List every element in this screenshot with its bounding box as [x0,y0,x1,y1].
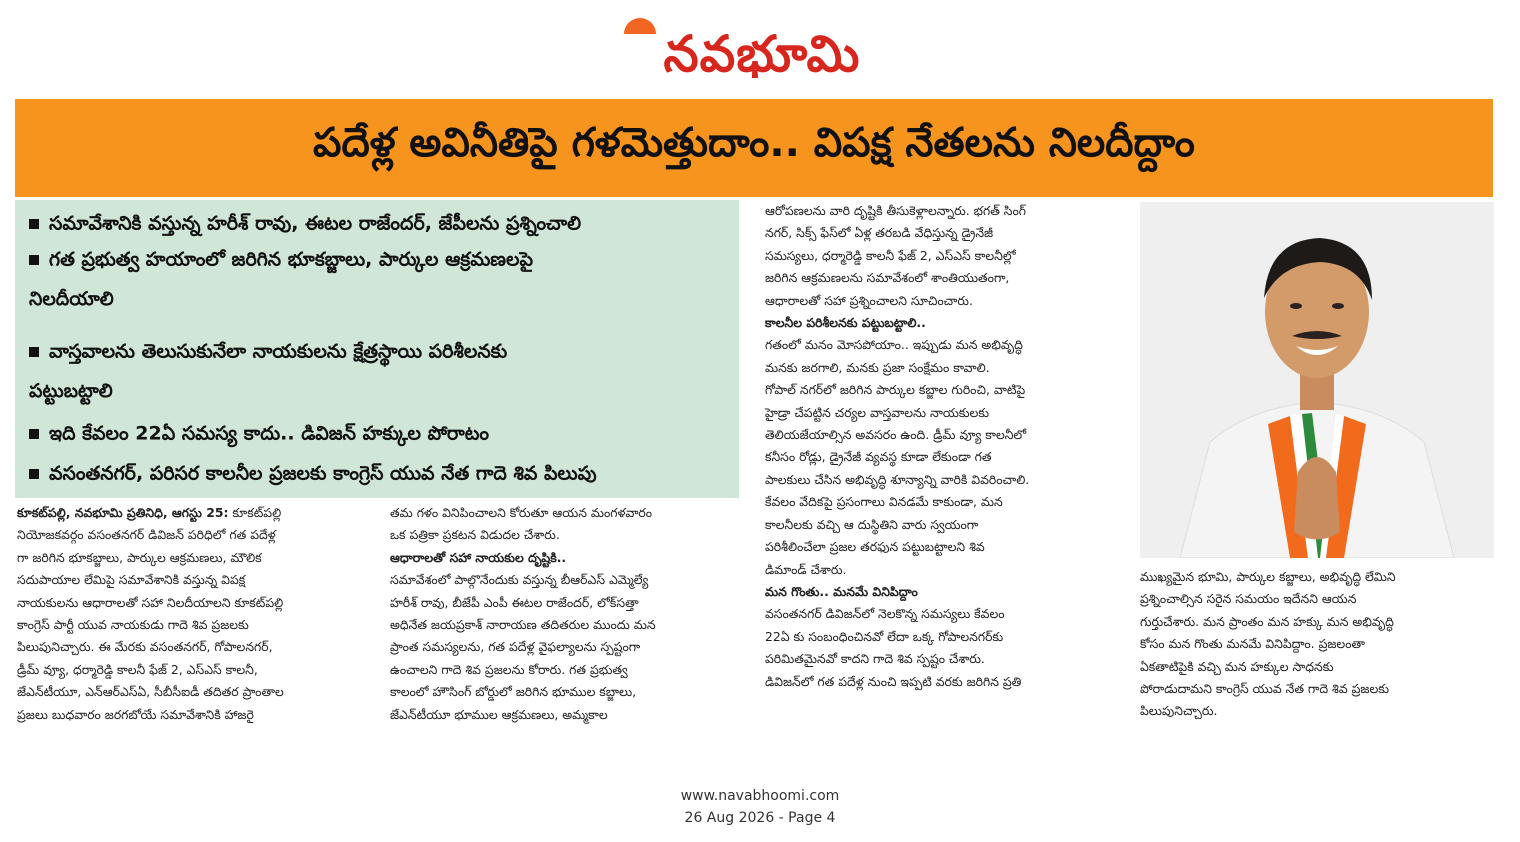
bullet-square-icon [29,469,39,479]
highlight-line: వాస్తవాలను తెలుసుకునేలా నాయకులను క్షేత్రస్థాయి పరిశీలనకు [49,340,508,363]
article-line: డివిజన్‌లో గత పదేళ్ల నుంచి ఇప్పటి వరకు జరిగిన ప్రతి [765,673,1022,689]
article-column-2 [390,502,740,726]
article-line: జేఎన్‌టీయూ, ఎన్ఆర్ఎస్ఏ, సీబీసీఐడీ తదితర ప్రాంతాల [17,684,284,700]
article-line: డ్రీమ్ వ్యూ, ధర్మారెడ్డి కాలనీ ఫేజ్ 2, ఎస్ఎస్ కాలనీ, [17,661,258,677]
article-line: పాలకులు చేసిన అభివృద్ధి శూన్యాన్ని వారికి వివరించాలి. [765,471,1030,487]
article-line: సదుపాయాల లేమిపై సమావేశానికి వస్తున్న విపక్ష [17,572,246,588]
article-line: జరిగిన ఆక్రమణలను సమావేశంలో శాంతియుతంగా, [765,270,1010,286]
article-line: ప్రజలు బుధవారం జరగబోయే సమావేశానికి హాజరై [17,706,254,722]
highlight-line: ఇది కేవలం 22ఏ సమస్య కాదు.. డివిజన్ హక్కుల పోరాటం [49,422,490,445]
article-line: తెలియజేయాల్సిన అవసరం ఉంది. డ్రీమ్ వ్యూ కాలనీలో [765,427,1027,443]
subheading: మన గొంతు.. మనమే వినిపిద్దాం [765,583,918,599]
article-line: గోపాల్ నగర్‌లో జరిగిన పార్కుల కబ్జాల గురించి, వాటిపై [765,382,1026,398]
highlight-item [29,416,739,451]
caption-line: ముఖ్యమైన భూమి, పార్కుల కబ్జాలు, అభివృద్ధి లేమిని [1140,569,1396,584]
article-line: పరిశీలించేలా ప్రజల తరఫున పట్టుబట్టాలని శివ [765,539,985,555]
article-column-3 [765,200,1120,693]
article-line: పిలుపునిచ్చారు. ఈ మేరకు వసంతనగర్, గోపాలనగర్, [17,639,273,655]
masthead-logo [612,18,912,83]
highlight-item [29,334,739,369]
article-line: గతంలో మనం మోసపోయాం.. ఇప్పుడు మన అభివృద్ధి [765,337,1023,353]
page-footer [560,785,960,829]
article-line: కాంగ్రెస్ పార్టీ యువ నాయకుడు గాదె శివ ప్రజలకు [17,617,249,633]
article-line: సమస్యలు, ధర్మారెడ్డి కాలనీ ఫేజ్ 2, ఎస్ఎస్ కాలనీల్లో [765,247,1016,263]
article-line: ప్రాంత సమస్యలను, గత పదేళ్ల వైఫల్యాలను స్పష్టంగా [390,639,641,655]
website-link[interactable]: www.navabhoomi.com [680,788,840,804]
highlights-box [15,200,739,498]
article-line: హరీశ్ రావు, బీజేపీ ఎంపీ ఈటల రాజేందర్, లోక్‌సత్తా [390,594,639,610]
article-line: వసంతనగర్ డివిజన్‌లో నెలకొన్న సమస్యలు కేవలం [765,606,1005,622]
caption-line: పిలుపునిచ్చారు. [1140,703,1218,719]
caption-line: ఏకతాటిపైకి వచ్చి మన హక్కుల సాధనకు [1140,658,1334,674]
article-line: తమ గళం వినిపించాలని కోరుతూ ఆయన మంగళవారం [390,505,653,520]
article-line: ఒక పత్రికా ప్రకటన విడుదల చేశారు. [390,527,560,543]
person-portrait-icon [1140,202,1494,558]
highlight-line: సమావేశానికి వస్తున్న హరీశ్ రావు, ఈటల రాజేందర్, జేపీలను ప్రశ్నించాలి [49,212,581,235]
article-line: నాయకులను ఆధారాలతో సహా నిలదీయాలని కూకట్‌పల్లి [17,594,284,610]
caption-line: కోసం మన గొంతు మనమే వినిపిద్దాం. ప్రజలంతా [1140,636,1366,652]
subheading: కాలనీల పరిశీలనకు పట్టుబట్టాలి.. [765,315,926,331]
article-column-1 [17,502,367,726]
article-line: ఆరోపణలను వారి దృష్టికి తీసుకెళ్లాలన్నారు. భగత్ సింగ్ [765,203,1026,218]
article-line: ఆధారాలతో సహా ప్రశ్నించాలని సూచించారు. [765,292,973,308]
article-line [17,502,367,524]
article-line: మనకు జరగాలి, మనకు ప్రజా సంక్షేమం కావాలి. [765,359,990,375]
highlight-item [29,206,739,241]
article-line: పరిమితమైనవో కాదని గాదె శివ స్పష్టం చేశారు. [765,651,985,667]
article-line: కనీసం రోడ్లు, డ్రైనేజీ వ్యవస్థ కూడా లేకుండా గత [765,449,992,465]
highlight-line-continued: పట్టుబట్టాలి [29,380,113,402]
article-line: అధినేత జయప్రకాశ్ నారాయణ తదితరుల ముందు మన [390,617,656,633]
article-line: కాలనీలకు వచ్చి ఆ దుస్థితిని వారు స్వయంగా [765,516,979,532]
highlight-item [29,242,739,277]
article-line: సమావేశంలో పాల్గొనేందుకు వస్తున్న బీఆర్ఎస్ ఎమ్మెల్యే [390,572,649,588]
highlight-item [29,456,739,491]
article-line: జేఎన్‌టీయూ భూముల ఆక్రమణలు, అమ్మకాల [390,706,608,722]
newspaper-name: నవభూమి [663,24,861,83]
article-line: ఉంచాలని గాదె శివ ప్రజలను కోరారు. గత ప్రభుత్వ [390,661,628,677]
headline-banner [15,99,1493,197]
bullet-square-icon [29,429,39,439]
article-line: నగర్, సిక్స్ ఫేస్‌లో ఏళ్ల తరబడి వేధిస్తున్న డ్రైనేజీ [765,225,994,241]
article-line: 22ఏ కు సంబంధించినవో లేదా ఒక్క గోపాలనగర్‌కు [765,628,1004,644]
highlight-line: వసంతనగర్, పరిసర కాలనీల ప్రజలకు కాంగ్రెస్ యువ నేత గాదె శివ పిలుపు [49,462,597,485]
highlight-line-continued: నిలదీయాలి [29,288,114,310]
caption-line: ప్రశ్నించాల్సిన సరైన సమయం ఇదేనని ఆయన [1140,591,1357,607]
bullet-square-icon [29,219,39,229]
headline-text: పదేళ్ల అవినీతిపై గళమెత్తుదాం.. విపక్ష నేతలను నిలదీద్దాం [313,120,1195,166]
portrait-photo [1140,202,1494,558]
article-line: కాలంలో హౌసింగ్ బోర్డులో జరిగిన భూముల కబ్జాలు, [390,684,637,700]
article-line: డిమాండ్ చేశారు. [765,561,847,577]
subheading: ఆధారాలతో సహా నాయకుల దృష్టికి.. [390,549,567,565]
date-page-label: 26 Aug 2026 - Page 4 [684,810,836,826]
article-line: హైడ్రా చేపట్టిన చర్యల వాస్తవాలను నాయకులకు [765,404,990,420]
highlight-line: గత ప్రభుత్వ హయాంలో జరిగిన భూకబ్జాలు, పార్కుల ఆక్రమణలపై [49,248,533,271]
article-line: కేవలం వేదికపై ప్రసంగాలు వినడమే కాకుండా, మన [765,494,1003,510]
photo-caption [1140,566,1494,723]
bullet-square-icon [29,347,39,357]
article-text: కూకట్‌పల్లి [232,505,282,520]
dateline: కూకట్‌పల్లి, నవభూమి ప్రతినిధి, ఆగస్టు 25: [17,505,229,520]
bullet-square-icon [29,255,39,265]
article-line: నియోజకవర్గం వసంతనగర్ డివిజన్ పరిధిలో గత పదేళ్ల [17,527,276,543]
article-line: గా జరిగిన భూకబ్జాలు, పార్కుల ఆక్రమణలు, మౌలిక [17,549,262,565]
caption-line: పోరాడుదామని కాంగ్రెస్ యువ నేత గాదె శివ ప్రజలకు [1140,681,1389,697]
caption-line: గుర్తుచేశారు. మన ప్రాంతం మన హక్కు మన అభివృద్ధి [1140,613,1394,629]
